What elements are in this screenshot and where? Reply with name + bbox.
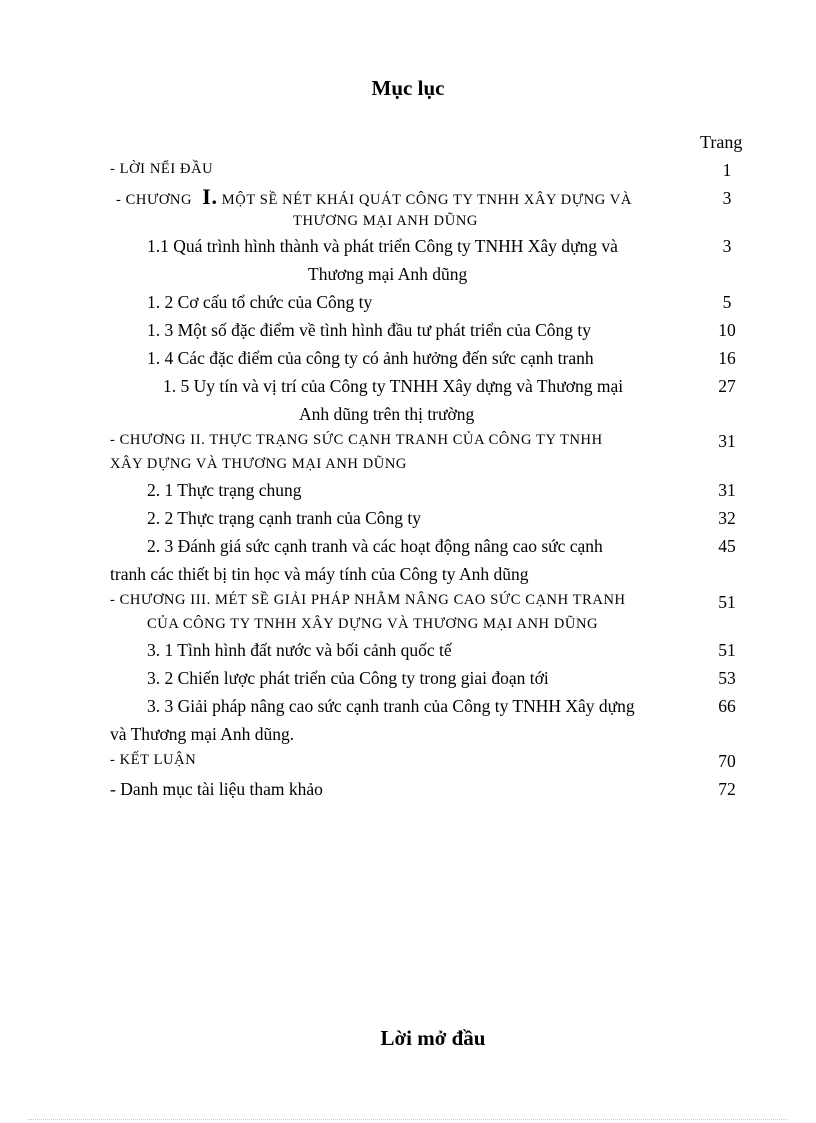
toc-entry-2-2: 2. 2 Thực trạng cạnh tranh của Công ty	[147, 508, 422, 528]
toc-entry-3-2: 3. 2 Chiến lược phát triển của Công ty trong giai đoạn tới	[147, 668, 549, 688]
toc-page-number: 45	[718, 536, 736, 556]
toc-page-number: 53	[718, 668, 736, 688]
toc-page-number: 3	[722, 236, 732, 256]
toc-entry-1-5-line-1: 1. 5 Uy tín và vị trí của Công ty TNHH Xây dựng và Thương mại	[163, 376, 624, 396]
toc-page-number: 1	[722, 160, 732, 180]
toc-page-number: 10	[718, 320, 736, 340]
toc-entry-chuong-1-prefix	[116, 185, 632, 212]
toc-entry-1-1-line-2: Thương mại Anh dũng	[308, 264, 468, 284]
toc-page-number: 66	[718, 696, 736, 716]
toc-entry-1-1-line-1: 1.1 Quá trình hình thành và phát triển Công ty TNHH Xây dựng và	[147, 236, 618, 256]
toc-entry-3-3-line-1: 3. 3 Giải pháp nâng cao sức cạnh tranh của Công ty TNHH Xây dựng	[147, 696, 635, 716]
chapter-number: I.	[202, 184, 218, 209]
toc-page-number: 31	[718, 431, 736, 451]
chapter-label: - CHƯƠNG	[116, 192, 193, 208]
toc-page-number: 51	[718, 640, 736, 660]
toc-entry-1-4: 1. 4 Các đặc điểm của công ty có ảnh hưởng đến sức cạnh tranh	[147, 348, 594, 368]
toc-entry-chuong-3-line-2: CỦA CÔNG TY TNHH XÂY DỰNG VÀ THƯƠNG MẠI ANH DŨNG	[147, 616, 599, 632]
toc-entry-2-3-line-1: 2. 3 Đánh giá sức cạnh tranh và các hoạt động nâng cao sức cạnh	[147, 536, 603, 556]
toc-entry-3-3-line-2: và Thương mại Anh dũng.	[110, 724, 295, 744]
toc-entry-2-1: 2. 1 Thực trạng chung	[147, 480, 302, 500]
toc-entry-3-1: 3. 1 Tình hình đất nước và bối cảnh quốc tế	[147, 640, 452, 660]
toc-entry-loi-noi-dau: - LỜI NỂI ĐẦU	[110, 161, 214, 177]
toc-page-number: 5	[722, 292, 732, 312]
toc-page-number: 27	[718, 376, 736, 396]
chapter-title-line-1: MỘT SỀ NÉT KHÁI QUÁT CÔNG TY TNHH XÂY DỰNG VÀ	[221, 192, 632, 208]
toc-entry-1-2: 1. 2 Cơ cấu tổ chức của Công ty	[147, 292, 373, 312]
toc-page-number: 51	[718, 592, 736, 612]
toc-page-number: 31	[718, 480, 736, 500]
page-footer-divider	[28, 1119, 788, 1120]
toc-entry-ket-luan: - KẾT LUẬN	[110, 752, 197, 768]
toc-page-number: 16	[718, 348, 736, 368]
toc-entry-chuong-3-line-1: - CHƯƠNG III. MÉT SỀ GIẢI PHÁP NHẰM NÂNG CAO SỨC CẠNH TRANH	[110, 592, 626, 608]
next-section-title: Lời mở đầu	[380, 1026, 486, 1050]
toc-entry-chuong-2-line-2: XÂY DỰNG VÀ THƯƠNG MẠI ANH DŨNG	[110, 456, 407, 472]
page-column-header: Trang	[700, 132, 743, 152]
toc-entry-1-3: 1. 3 Một số đặc điểm về tình hình đầu tư phát triển của Công ty	[147, 320, 591, 340]
toc-page-number: 70	[718, 751, 736, 771]
toc-entry-1-5-line-2: Anh dũng trên thị trường	[299, 404, 475, 424]
toc-entry-chuong-2-line-1: - CHƯƠNG II. THỰC TRẠNG SỨC CẠNH TRANH CỦA CÔNG TY TNHH	[110, 432, 603, 448]
toc-entry-2-3-line-2: tranh các thiết bị tin học và máy tính của Công ty Anh dũng	[110, 564, 529, 584]
toc-entry-chuong-1-line-2: THƯƠNG MẠI ANH DŨNG	[293, 213, 478, 229]
toc-page-number: 32	[718, 508, 736, 528]
toc-page-number: 3	[722, 188, 732, 208]
toc-entry-references: - Danh mục tài liệu tham khảo	[110, 779, 323, 799]
toc-page-number: 72	[718, 779, 736, 799]
toc-title: Mục lục	[371, 76, 445, 100]
